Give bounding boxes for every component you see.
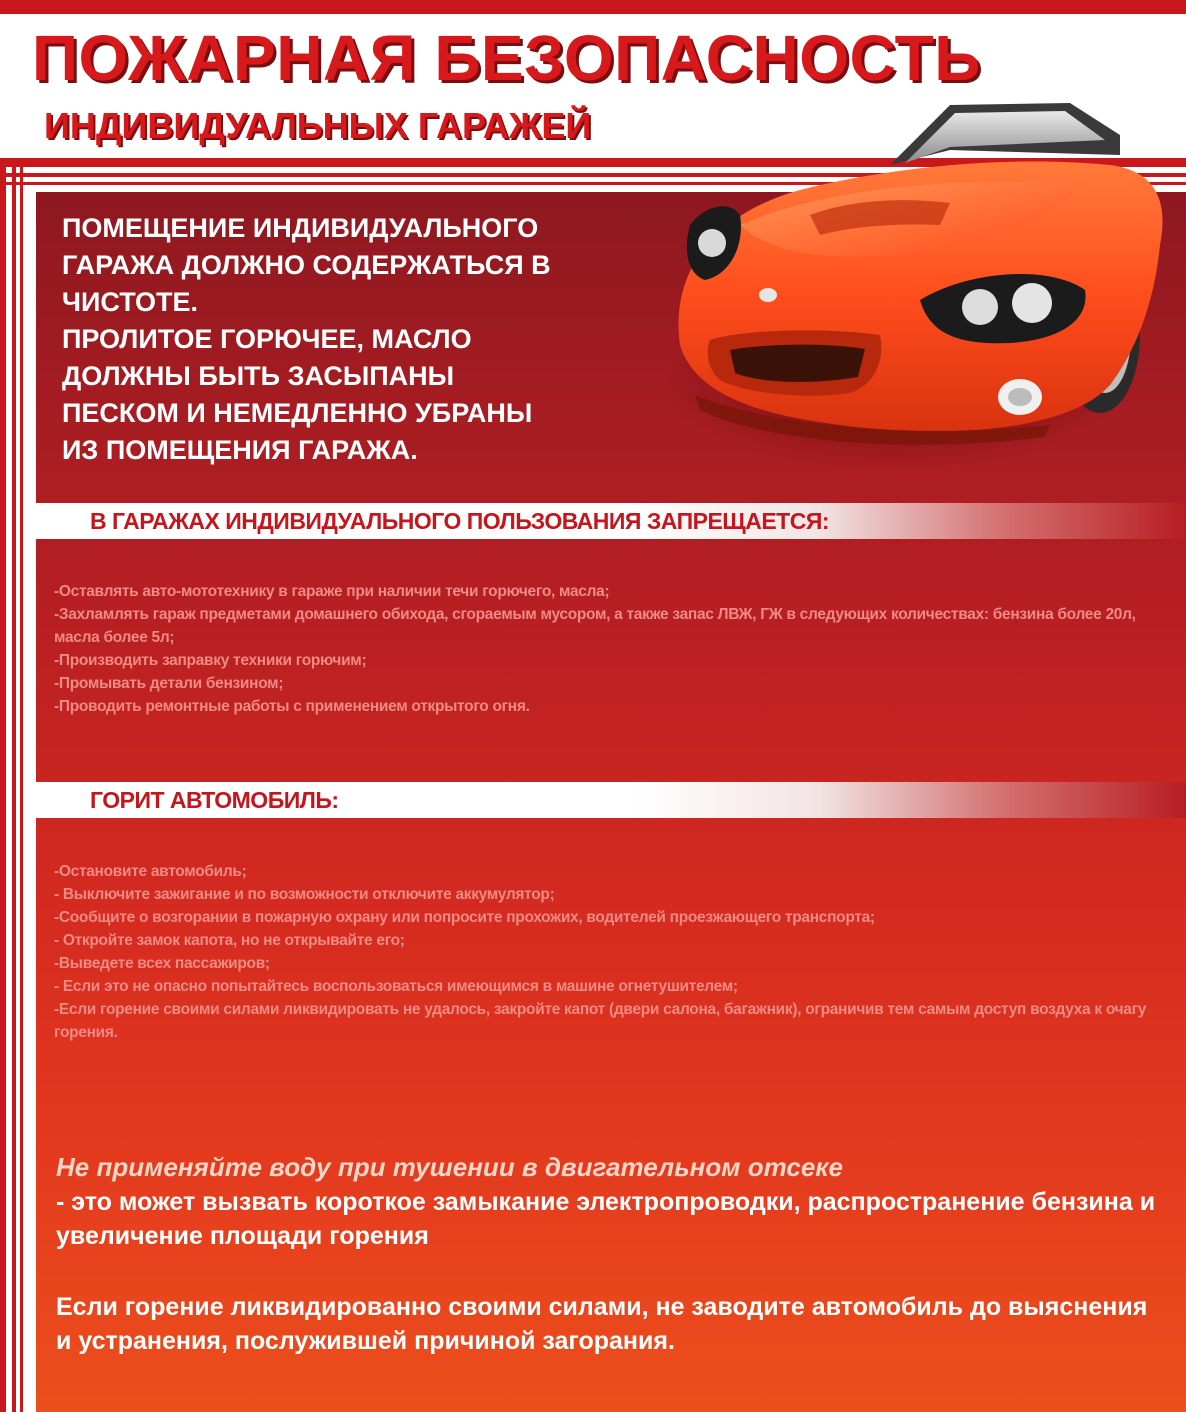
car-fire-list (54, 860, 1164, 1044)
intro-text: ПОМЕЩЕНИЕ ИНДИВИДУАЛЬНОГО ГАРАЖА ДОЛЖНО СОДЕРЖАТЬСЯ В ЧИСТОТЕ. ПРОЛИТОЕ ГОРЮЧЕЕ, МАСЛО ДОЛЖНЫ БЫТЬ ЗАСЫПАНЫ ПЕСКОМ И НЕМЕДЛЕННО УБРАНЫ ИЗ ПОМЕЩЕНИЯ ГАРАЖА. (62, 213, 551, 465)
car-fire-heading: ГОРИТ АВТОМОБИЛЬ: (90, 787, 339, 813)
top-red-strip (0, 0, 1186, 14)
prohibited-heading: В ГАРАЖАХ ИНДИВИДУАЛЬНОГО ПОЛЬЗОВАНИЯ ЗАПРЕЩАЕТСЯ: (90, 508, 830, 534)
list-item: - Откройте замок капота, но не открывайте его; (54, 932, 405, 949)
list-item: -Остановите автомобиль; (54, 863, 247, 880)
water-warning-emphasis: Не применяйте воду при тушении в двигательном отсеке (56, 1152, 843, 1182)
poster-title: ПОЖАРНАЯ БЕЗОПАСНОСТЬ (32, 22, 981, 94)
car-fire-section-bar (36, 782, 1186, 818)
list-item: - Выключите зажигание и по возможности отключите аккумулятор; (54, 886, 555, 903)
list-item: - Если это не опасно попытайтесь воспользоваться имеющимся в машине огнетушителем; (54, 978, 738, 995)
list-item: -Производить заправку техники горючим; (54, 652, 367, 669)
list-item: -Оставлять авто-мототехнику в гараже при наличии течи горючего, масла; (54, 583, 610, 600)
list-item: -Проводить ремонтные работы с применением открытого огня. (54, 698, 530, 715)
prohibited-list (54, 580, 1164, 718)
list-item: -Промывать детали бензином; (54, 675, 284, 692)
frame-line (20, 158, 23, 1412)
water-warning (56, 1150, 1166, 1253)
frame-line (0, 158, 6, 1412)
list-item: -Захламлять гараж предметами домашнего обихода, сгораемым мусором, а также запас ЛВЖ, ГЖ в следующих количествах: бензина более 20л, масла более 5л; (54, 606, 1136, 646)
water-warning-text: - это может вызвать короткое замыкание электропроводки, распространение бензина и увеличение площади горения (56, 1188, 1156, 1250)
list-item: -Если горение своими силами ликвидировать не удалось, закройте капот (двери салона, багажник), ограничив тем самым доступ воздуха к очагу горения. (54, 1001, 1147, 1041)
list-item: -Выведете всех пассажиров; (54, 955, 270, 972)
final-note: Если горение ликвидированно своими силами, не заводите автомобиль до выяснения и устранения, послужившей причиной загорания. (56, 1293, 1148, 1355)
prohibited-section-bar (36, 503, 1186, 539)
sports-car-illustration (650, 95, 1186, 485)
list-item: -Сообщите о возгорании в пожарную охрану или попросите прохожих, водителей проезжающего транспорта; (54, 909, 875, 926)
frame-line (12, 158, 16, 1412)
poster-subtitle: ИНДИВИДУАЛЬНЫХ ГАРАЖЕЙ (44, 105, 592, 146)
